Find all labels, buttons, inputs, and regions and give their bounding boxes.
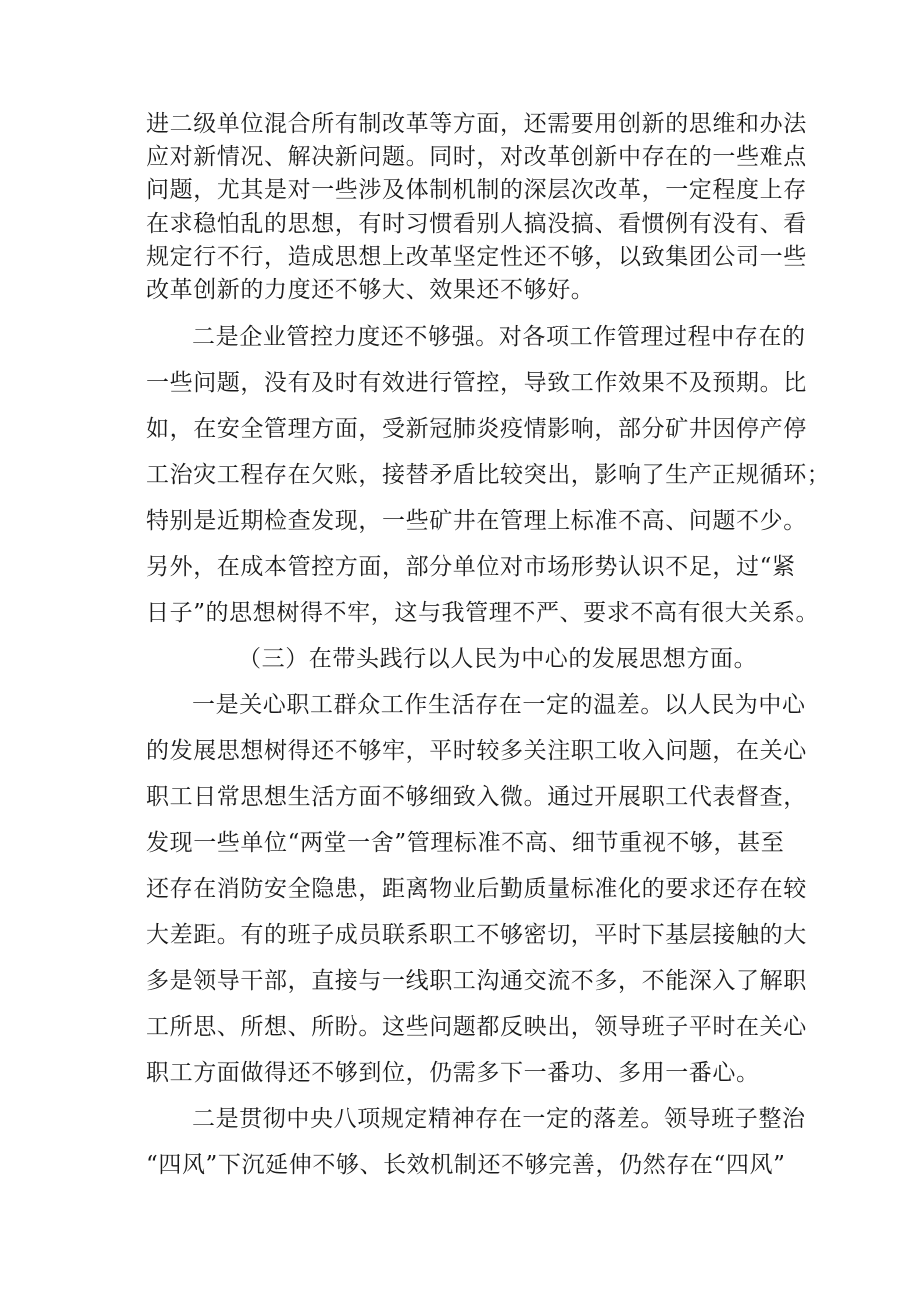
text-line: 大差距。有的班子成员联系职工不够密切，平时下基层接触的大 [146,922,807,948]
text-line: 另外，在成本管控方面，部分单位对市场形势认识不足，过“紧 [146,554,796,580]
text-line: 发现一些单位“两堂一舍”管理标准不高、细节重视不够，甚至 [146,830,785,856]
paragraph-first-line: 一是关心职工群众工作生活存在一定的温差。以人民为中心 [192,692,806,718]
text-line: 如，在安全管理方面，受新冠肺炎疫情影响，部分矿井因停产停 [146,416,807,442]
text-line: “四风”下沉延伸不够、长效机制还不够完善，仍然存在“四风” [146,1152,786,1178]
text-line: 改革创新的力度还不够大、效果还不够好。 [146,277,595,303]
text-line: 在求稳怕乱的思想，有时习惯看别人搞没搞、看惯例有没有、看 [146,211,807,237]
text-line: 一些问题，没有及时有效进行管控，导致工作效果不及预期。比 [146,370,807,396]
text-line: 的发展思想树得还不够牢，平时较多关注职工收入问题，在关心 [146,738,807,764]
paragraph-first-line: 二是贯彻中央八项规定精神存在一定的落差。领导班子整治 [192,1106,806,1132]
section-heading: （三）在带头践行以人民为中心的发展思想方面。 [238,646,758,672]
text-line: 职工方面做得还不够到位，仍需多下一番功、多用一番心。 [146,1060,760,1086]
text-line: 特别是近期检查发现，一些矿井在管理上标准不高、问题不少。 [146,508,807,534]
text-line: 问题，尤其是对一些涉及体制机制的深层次改革，一定程度上存 [146,177,807,203]
text-line: 规定行不行，造成思想上改革坚定性还不够，以致集团公司一些 [146,244,807,270]
text-line: 日子”的思想树得不牢，这与我管理不严、要求不高有很大关系。 [146,600,820,626]
text-line: 进二级单位混合所有制改革等方面，还需要用创新的思维和办法 [146,111,807,137]
text-line: 应对新情况、解决新问题。同时，对改革创新中存在的一些难点 [146,144,807,170]
text-line: 还存在消防安全隐患，距离物业后勤质量标准化的要求还存在较 [146,876,807,902]
text-line: 工治灾工程存在欠账，接替矛盾比较突出，影响了生产正规循环； [146,462,831,488]
paragraph-first-line: 二是企业管控力度还不够强。对各项工作管理过程中存在的 [192,324,806,350]
text-line: 工所思、所想、所盼。这些问题都反映出，领导班子平时在关心 [146,1014,807,1040]
text-line: 多是领导干部，直接与一线职工沟通交流不多，不能深入了解职 [146,968,807,994]
text-line: 职工日常思想生活方面不够细致入微。通过开展职工代表督查， [146,784,807,810]
